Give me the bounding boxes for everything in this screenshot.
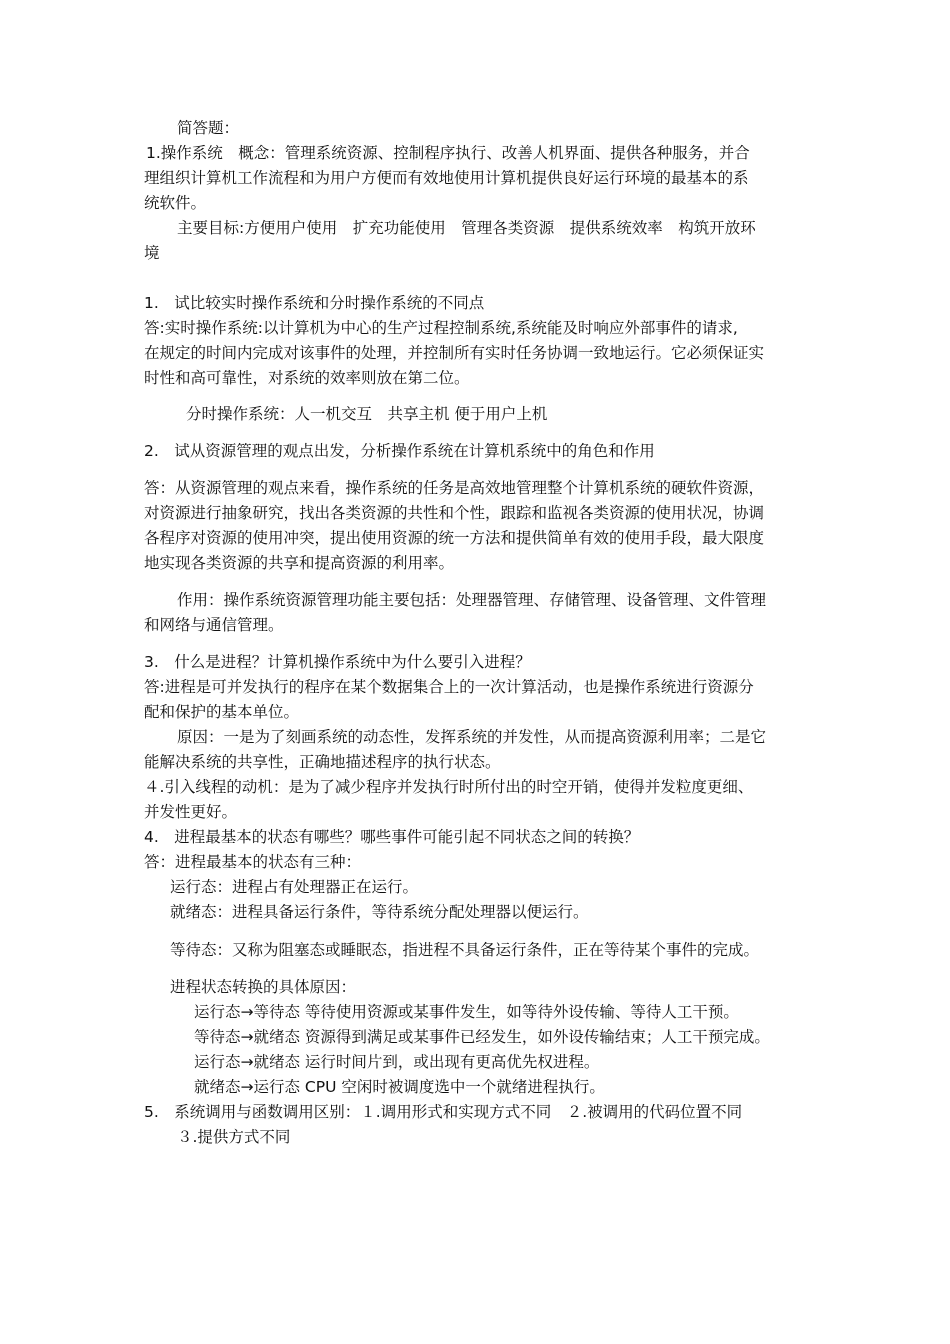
paragraph-line: 在规定的时间内完成对该事件的处理，并控制所有实时任务协调一致地运行。它必须保证实 <box>144 344 765 362</box>
paragraph-line: 等待态→就绪态 资源得到满足或某事件已经发生，如外设传输结束；人工干预完成。 <box>194 1028 770 1046</box>
paragraph-line: 运行态→就绪态 运行时间片到，或出现有更高优先权进程。 <box>194 1053 600 1071</box>
paragraph-line: 地实现各类资源的共享和提高资源的利用率。 <box>144 554 455 572</box>
paragraph-line: 等待态：又称为阻塞态或睡眠态，指进程不具备运行条件，正在等待某个事件的完成。 <box>170 941 760 959</box>
paragraph-line: 1.操作系统 概念：管理系统资源、控制程序执行、改善人机界面、提供各种服务，并合 <box>146 144 750 162</box>
paragraph-line: 理组织计算机工作流程和为用户方便而有效地使用计算机提供良好运行环境的最基本的系 <box>144 169 749 187</box>
paragraph-line: 各程序对资源的使用冲突，提出使用资源的统一方法和提供简单有效的使用手段，最大限度 <box>144 529 765 547</box>
paragraph-line: 进程状态转换的具体原因： <box>170 978 357 996</box>
paragraph-line: 统软件。 <box>144 194 207 212</box>
paragraph-line: 分时操作系统：人一机交互 共享主机 便于用户上机 <box>186 405 548 423</box>
paragraph-line: 配和保护的基本单位。 <box>144 703 300 721</box>
question-line: 2. 试从资源管理的观点出发，分析操作系统在计算机系统中的角色和作用 <box>144 442 655 460</box>
paragraph-line: 境 <box>144 244 160 262</box>
paragraph-line: 和网络与通信管理。 <box>144 616 284 634</box>
paragraph-line: 答:实时操作系统:以计算机为中心的生产过程控制系统,系统能及时响应外部事件的请求, <box>144 319 738 337</box>
paragraph-line: 能解决系统的共享性，正确地描述程序的执行状态。 <box>144 753 501 771</box>
paragraph-line: 作用：操作系统资源管理功能主要包括：处理器管理、存储管理、设备管理、文件管理 <box>177 591 767 609</box>
paragraph-line: ４.引入线程的动机：是为了减少程序并发执行时所付出的时空开销，使得并发粒度更细、 <box>144 778 754 796</box>
paragraph-line: 原因：一是为了刻画系统的动态性，发挥系统的并发性，从而提高资源利用率；二是它 <box>177 728 767 746</box>
paragraph-line: 就绪态→运行态 CPU 空闲时被调度选中一个就绪进程执行。 <box>194 1078 605 1096</box>
paragraph-line: 并发性更好。 <box>144 803 238 821</box>
paragraph-line: ３.提供方式不同 <box>177 1128 291 1146</box>
question-line: 5. 系统调用与函数调用区别：１.调用形式和实现方式不同 ２.被调用的代码位置不同 <box>144 1103 743 1121</box>
question-line: 3. 什么是进程？计算机操作系统中为什么要引入进程？ <box>144 653 531 671</box>
paragraph-line: 时性和高可靠性，对系统的效率则放在第二位。 <box>144 369 470 387</box>
question-line: 1. 试比较实时操作系统和分时操作系统的不同点 <box>144 294 485 312</box>
paragraph-line: 答：进程最基本的状态有三种： <box>144 853 362 871</box>
paragraph-line: 答：从资源管理的观点来看，操作系统的任务是高效地管理整个计算机系统的硬软件资源， <box>144 479 765 497</box>
paragraph-line: 就绪态：进程具备运行条件，等待系统分配处理器以便运行。 <box>170 903 589 921</box>
paragraph-line: 对资源进行抽象研究，找出各类资源的共性和个性，跟踪和监视各类资源的使用状况，协调 <box>144 504 765 522</box>
paragraph-line: 运行态：进程占有处理器正在运行。 <box>170 878 419 896</box>
paragraph-line: 运行态→等待态 等待使用资源或某事件发生，如等待外设传输、等待人工干预。 <box>194 1003 739 1021</box>
paragraph-line: 答:进程是可并发执行的程序在某个数据集合上的一次计算活动，也是操作系统进行资源分 <box>144 678 754 696</box>
question-line: 4. 进程最基本的状态有哪些？哪些事件可能引起不同状态之间的转换？ <box>144 828 640 846</box>
paragraph-line: 主要目标:方便用户使用 扩充功能使用 管理各类资源 提供系统效率 构筑开放环 <box>177 219 756 237</box>
section-heading: 简答题： <box>177 119 240 137</box>
